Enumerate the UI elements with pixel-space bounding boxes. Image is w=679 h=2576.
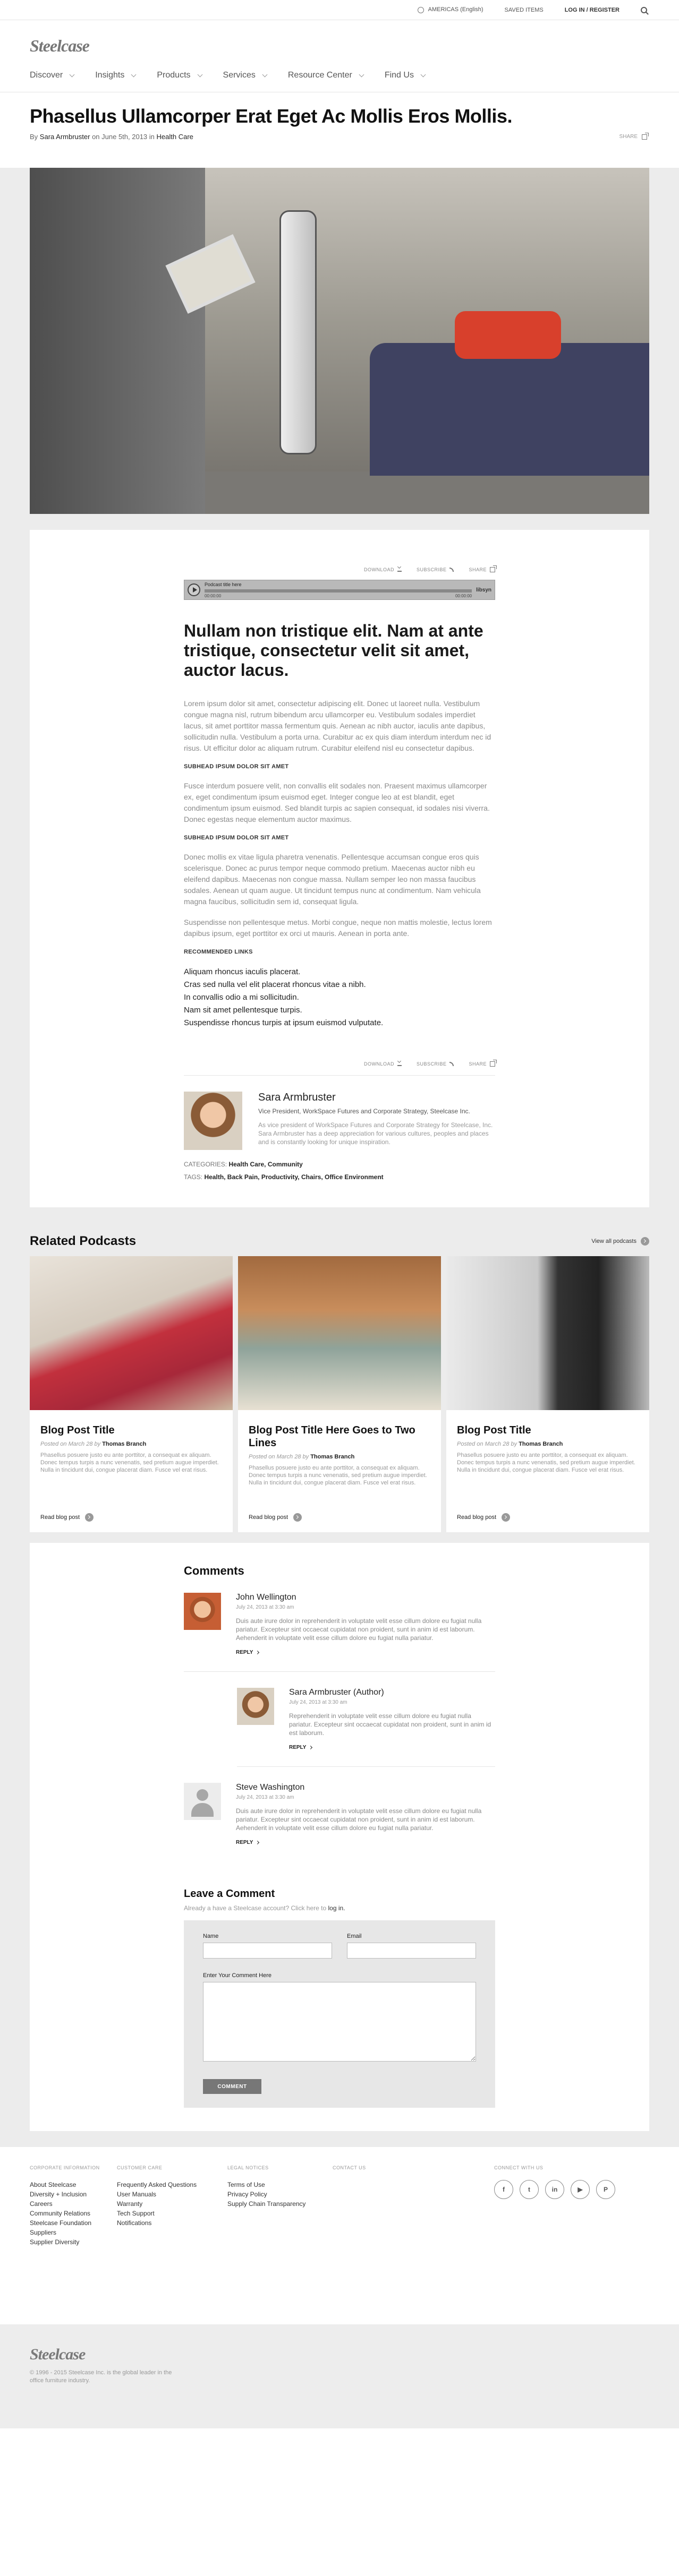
- footer-link[interactable]: Supplier Diversity: [30, 2238, 80, 2246]
- comment-text: Duis aute irure dolor in reprehenderit in voluptate velit esse cillum dolore eu fugiat nulla pariatur. Excepteur sint occaecat cupidatat non proident, sunt in anim id est laborum. Aehenderit in voluptate velit esse cillum dolore eu fugiat nulla pariatur.: [236, 1807, 482, 1832]
- author-bio: As vice president of WorkSpace Futures and Corporate Strategy for Steelcase, Inc. Sara Armbruster has a deep appreciation for various cultures, peoples and places and is constantly looking for unique inspiration.: [258, 1121, 493, 1146]
- comment-date: July 24, 2013 at 3:30 am: [289, 1699, 347, 1705]
- view-all-podcasts-link[interactable]: View all podcasts: [591, 1237, 649, 1246]
- footer-link[interactable]: Notifications: [117, 2219, 152, 2227]
- subscribe-button[interactable]: SUBSCRIBE: [417, 1061, 454, 1067]
- download-icon: [397, 1062, 402, 1066]
- footer-link[interactable]: Tech Support: [117, 2210, 155, 2217]
- download-button[interactable]: DOWNLOAD: [364, 567, 402, 572]
- site-header: [0, 20, 679, 92]
- search-icon[interactable]: [641, 7, 647, 13]
- chevron-down-icon: [197, 72, 202, 77]
- read-blog-post-link[interactable]: Read blog post: [457, 1513, 510, 1522]
- comment-date: July 24, 2013 at 3:30 am: [236, 1604, 294, 1610]
- comment-date: July 24, 2013 at 3:30 am: [236, 1794, 294, 1800]
- lead-paragraph: Nullam non tristique elit. Nam at ante tristique, consectetur velit sit amet, auctor lacus.: [184, 621, 483, 680]
- subhead: SUBHEAD IPSUM DOLOR SIT AMET: [184, 763, 289, 770]
- related-title: Related Podcasts: [30, 1234, 137, 1248]
- utility-bar: [0, 0, 679, 20]
- footer-link[interactable]: Terms of Use: [227, 2181, 265, 2188]
- podcast-list: [30, 1256, 649, 1532]
- download-icon: [397, 568, 402, 572]
- comment-reply: [237, 1688, 495, 1767]
- podcast-card[interactable]: Blog Post Title Posted on March 28 by Thomas Branch Phasellus posuere justo eu ante porttitor, a consequat ex aliquam. Donec tempus turpis a nunc venenatis, sed pretium augue imperdiet. Nulla in tincidunt dui, congue placerat diam. Fusce vel erat risus. Read blog post: [30, 1256, 233, 1532]
- name-field[interactable]: [203, 1943, 332, 1959]
- login-link[interactable]: log in.: [328, 1904, 345, 1912]
- footer-col-corporate: CORPORATE INFORMATION About Steelcase Diversity + Inclusion Careers Community Relations Steelcase Foundation Suppliers Supplier Diversity: [30, 2165, 117, 2324]
- nav-discover[interactable]: Discover: [30, 71, 95, 80]
- leave-comment-title: Leave a Comment: [184, 1888, 275, 1900]
- arrow-right-icon: [502, 1513, 510, 1522]
- hero-image: [30, 168, 649, 514]
- author-link[interactable]: Sara Armbruster: [39, 133, 90, 141]
- chevron-down-icon: [359, 72, 364, 77]
- podcast-card[interactable]: Blog Post Title Posted on March 28 by Thomas Branch Phasellus posuere justo eu ante porttitor, a consequat ex aliquam. Donec tempus turpis a nunc venenatis, sed pretium augue imperdiet. Nulla in tincidunt dui, congue placerat diam. Fusce vel erat risus. Read blog post: [446, 1256, 649, 1532]
- podcast-card-title[interactable]: Blog Post Title Here Goes to Two Lines: [249, 1424, 415, 1449]
- main-nav: [0, 56, 679, 80]
- comment-author: Steve Washington: [236, 1783, 305, 1792]
- comment-author: John Wellington: [236, 1593, 296, 1602]
- play-icon[interactable]: [188, 583, 200, 596]
- footer-link[interactable]: Privacy Policy: [227, 2191, 267, 2198]
- nav-services[interactable]: Services: [223, 71, 288, 80]
- article-card: [30, 530, 649, 1207]
- body-paragraph: Lorem ipsum dolor sit amet, consectetur adipiscing elit. Donec ut laoreet nulla. Vestibulum congue magna nisl, rutrum bibendum arcu ullamcorper eu. Vestibulum sodales imperdiet lacus, sit amet porttitor massa fermentum quis. Aenean ac nibh auctor, iaculis ante dapibus, sollicitudin nulla. Vestibulum a porta urna. Curabitur ac ex quis diam interdum interdum nec id risus. Ut efficitur dolor ac aliquam rutrum. Curabitur eleifend nisl eu consectetur dapibus.: [184, 699, 491, 752]
- chevron-down-icon: [421, 72, 426, 77]
- page-title: Phasellus Ullamcorper Erat Eget Ac Mollis Eros Mollis.: [30, 105, 512, 127]
- comment-form: Name Email Enter Your Comment Here COMMENT: [184, 1920, 495, 2108]
- chevron-down-icon: [262, 72, 267, 77]
- nav-products[interactable]: Products: [157, 71, 223, 80]
- saved-items-link[interactable]: SAVED ITEMS: [504, 6, 544, 13]
- body-paragraph: Fusce interdum posuere velit, non convallis elit sodales non. Praesent maximus ullamcorper ex, eget condimentum ipsum euismod eget. Integer congue leo at est blandit, eget condimentum ipsum euismod. Sed blandit turpis ac sapien consequat, id sodales nisi viverra. Donec egestas neque elementum auctor maximus.: [184, 782, 490, 823]
- site-footer: [0, 2147, 679, 2324]
- footer-link[interactable]: Supply Chain Transparency: [227, 2200, 306, 2208]
- tags-line: TAGS: Health, Back Pain, Productivity, Chairs, Office Environment: [184, 1173, 384, 1181]
- youtube-icon[interactable]: ▶: [571, 2180, 590, 2199]
- body-paragraph: Suspendisse non pellentesque metus. Morbi congue, neque non mattis molestie, lectus lorem dapibus ipsum, eget porttitor ex orci ut mauris. Aenean in porta ante.: [184, 918, 492, 938]
- recommended-links-heading: RECOMMENDED LINKS: [184, 949, 253, 955]
- category-links[interactable]: Health Care, Community: [228, 1161, 303, 1168]
- comment-text: Reprehenderit in voluptate velit esse cillum dolore eu fugiat nulla pariatur. Excepteur sint occaecat cupidatat non proident, sunt in anim id est laborum.: [289, 1712, 491, 1737]
- podcast-image: [30, 1256, 233, 1410]
- arrow-right-icon: [641, 1237, 649, 1246]
- recommended-links: [184, 966, 495, 1029]
- nav-resource-center[interactable]: Resource Center: [288, 71, 385, 80]
- default-avatar-icon: [184, 1783, 221, 1820]
- body-paragraph: Donec mollis ex vitae ligula pharetra venenatis. Pellentesque accumsan congue eros quis scelerisque. Donec ac purus tempor neque commodo pretium. Maecenas auctor nibh eu eleifend dapibus. Maecenas non congue massa. Nullam semper leo non massa faucibus sodales. Aenean ut quam augue. Ut tincidunt tempus nunc at condimentum. Nam vehicula magna faucibus, sollicitudin sem id, consequat ligula.: [184, 853, 481, 906]
- footer-link[interactable]: Community Relations: [30, 2210, 91, 2217]
- copyright-text: © 1996 - 2015 Steelcase Inc. is the global leader in the office furniture industry.: [30, 2369, 172, 2384]
- podcast-card[interactable]: Blog Post Title Here Goes to Two Lines Posted on March 28 by Thomas Branch Phasellus posuere justo eu ante porttitor, a consequat ex aliquam. Donec tempus turpis a nunc venenatis, sed pretium augue imperdiet. Nulla in tincidunt dui, congue placerat diam. Fusce vel erat risus. Read blog post: [238, 1256, 441, 1532]
- footer-col-customer-care: CUSTOMER CARE Frequently Asked Questions User Manuals Warranty Tech Support Notifications: [117, 2165, 227, 2324]
- tag-links[interactable]: Health, Back Pain, Productivity, Chairs, Office Environment: [204, 1173, 384, 1181]
- arrow-right-icon: [85, 1513, 94, 1522]
- author-name[interactable]: Sara Armbruster: [258, 1092, 336, 1103]
- byline: By Sara Armbruster on June 5th, 2013 in Health Care: [30, 133, 193, 141]
- facebook-icon[interactable]: f: [494, 2180, 513, 2199]
- podcast-card-title[interactable]: Blog Post Title: [40, 1424, 115, 1436]
- reply-button[interactable]: REPLY: [289, 1745, 495, 1750]
- comment: [184, 1593, 495, 1672]
- submit-comment-button[interactable]: COMMENT: [203, 2079, 261, 2094]
- footer-link[interactable]: Frequently Asked Questions: [117, 2181, 197, 2188]
- recommended-link[interactable]: In convallis odio a mi sollicitudin.: [184, 993, 299, 1002]
- footer-col-contact: [333, 2165, 494, 2324]
- chevron-right-icon: [256, 1841, 259, 1844]
- podcast-title: Podcast title here: [205, 581, 242, 587]
- article-tools: [184, 567, 495, 572]
- categories-line: CATEGORIES: Health Care, Community: [184, 1161, 303, 1168]
- comments-title: Comments: [184, 1564, 244, 1577]
- chevron-right-icon: [309, 1746, 312, 1749]
- recommended-link[interactable]: Nam sit amet pellentesque turpis.: [184, 1006, 302, 1015]
- category-link[interactable]: Health Care: [156, 133, 193, 141]
- footer-link[interactable]: About Steelcase: [30, 2181, 77, 2188]
- footer-link[interactable]: Warranty: [117, 2200, 143, 2208]
- recommended-link[interactable]: Cras sed nulla vel elit placerat rhoncus vitae a nibh.: [184, 980, 366, 989]
- footer-link[interactable]: Suppliers: [30, 2229, 57, 2236]
- footer-link[interactable]: Steelcase Foundation: [30, 2219, 92, 2227]
- download-button[interactable]: DOWNLOAD: [364, 1061, 402, 1067]
- related-band: [0, 1223, 679, 2147]
- subhead: SUBHEAD IPSUM DOLOR SIT AMET: [184, 835, 289, 841]
- read-blog-post-link[interactable]: Read blog post: [249, 1513, 302, 1522]
- article-band: [0, 168, 679, 1223]
- email-field[interactable]: [347, 1943, 476, 1959]
- chevron-right-icon: [256, 1651, 259, 1654]
- login-link[interactable]: LOG IN / REGISTER: [564, 6, 619, 13]
- article-header: [0, 92, 679, 168]
- footer-col-legal: LEGAL NOTICES Terms of Use Privacy Policy Supply Chain Transparency: [227, 2165, 333, 2324]
- avatar: [237, 1688, 274, 1725]
- arrow-right-icon: [293, 1513, 302, 1522]
- share-icon: [490, 1061, 495, 1067]
- podcast-image: [238, 1256, 441, 1410]
- footer-col-social: CONNECT WITH US f t in ▶ P: [494, 2165, 627, 2324]
- nav-insights[interactable]: Insights: [95, 71, 157, 80]
- podcast-image: [446, 1256, 649, 1410]
- recommended-link[interactable]: Suspendisse rhoncus turpis at ipsum euismod vulputate.: [184, 1018, 384, 1027]
- article-tools-bottom: [184, 1061, 495, 1076]
- comment-textarea[interactable]: [203, 1982, 476, 2062]
- footer-link[interactable]: Careers: [30, 2200, 53, 2208]
- reply-button[interactable]: REPLY: [236, 1650, 495, 1655]
- pinterest-icon[interactable]: P: [596, 2180, 615, 2199]
- globe-icon: [418, 7, 424, 13]
- footer-link[interactable]: Diversity + Inclusion: [30, 2191, 87, 2198]
- comment-text: Duis aute irure dolor in reprehenderit in voluptate velit esse cillum dolore eu fugiat nulla pariatur. Excepteur sint occaecat cupidatat non proident, sunt in anim id est laborum. Aehenderit in voluptate velit esse cillum dolore eu fugiat nulla pariatur.: [236, 1617, 482, 1642]
- reply-button[interactable]: REPLY: [236, 1840, 495, 1845]
- libsyn-logo: libsyn: [476, 587, 491, 593]
- linkedin-icon[interactable]: in: [545, 2180, 564, 2199]
- comment-author: Sara Armbruster (Author): [289, 1688, 384, 1697]
- podcast-player: Podcast title here 00:00:00 00:00:00 libsyn: [184, 580, 495, 600]
- contact-us-link[interactable]: CONTACT US: [333, 2165, 366, 2170]
- read-blog-post-link[interactable]: Read blog post: [40, 1513, 94, 1522]
- progress-bar[interactable]: [205, 589, 472, 593]
- subscribe-button[interactable]: SUBSCRIBE: [417, 567, 454, 572]
- share-icon: [642, 134, 647, 140]
- copyright-band: [0, 2324, 679, 2428]
- comment: [184, 1783, 495, 1861]
- chevron-down-icon: [131, 72, 137, 77]
- leave-comment: Leave a Comment Already a have a Steelcase account? Click here to log in. Name Email Enter Your Comment Here COMMENT: [184, 1888, 495, 2108]
- footer-link[interactable]: User Manuals: [117, 2191, 157, 2198]
- avatar: [184, 1593, 221, 1630]
- share-button[interactable]: SHARE: [469, 567, 495, 572]
- twitter-icon[interactable]: t: [520, 2180, 539, 2199]
- recommended-link[interactable]: Aliquam rhoncus iaculis placerat.: [184, 967, 301, 976]
- share-icon: [490, 567, 495, 572]
- share-button[interactable]: SHARE: [619, 134, 647, 140]
- comments-section: [30, 1543, 649, 2131]
- author-role: Vice President, WorkSpace Futures and Corporate Strategy, Steelcase Inc.: [258, 1107, 470, 1115]
- nav-find-us[interactable]: Find Us: [385, 71, 446, 80]
- share-button[interactable]: SHARE: [469, 1061, 495, 1067]
- rss-icon: [449, 568, 454, 572]
- author-box: [184, 1092, 495, 1150]
- steelcase-logo[interactable]: Steelcase: [30, 36, 89, 55]
- footer-logo[interactable]: Steelcase: [30, 2346, 86, 2363]
- rss-icon: [449, 1062, 454, 1066]
- chevron-down-icon: [70, 72, 75, 77]
- podcast-card-title[interactable]: Blog Post Title: [457, 1424, 531, 1436]
- region-selector[interactable]: AMERICAS (English): [418, 6, 483, 13]
- avatar: [184, 1092, 242, 1150]
